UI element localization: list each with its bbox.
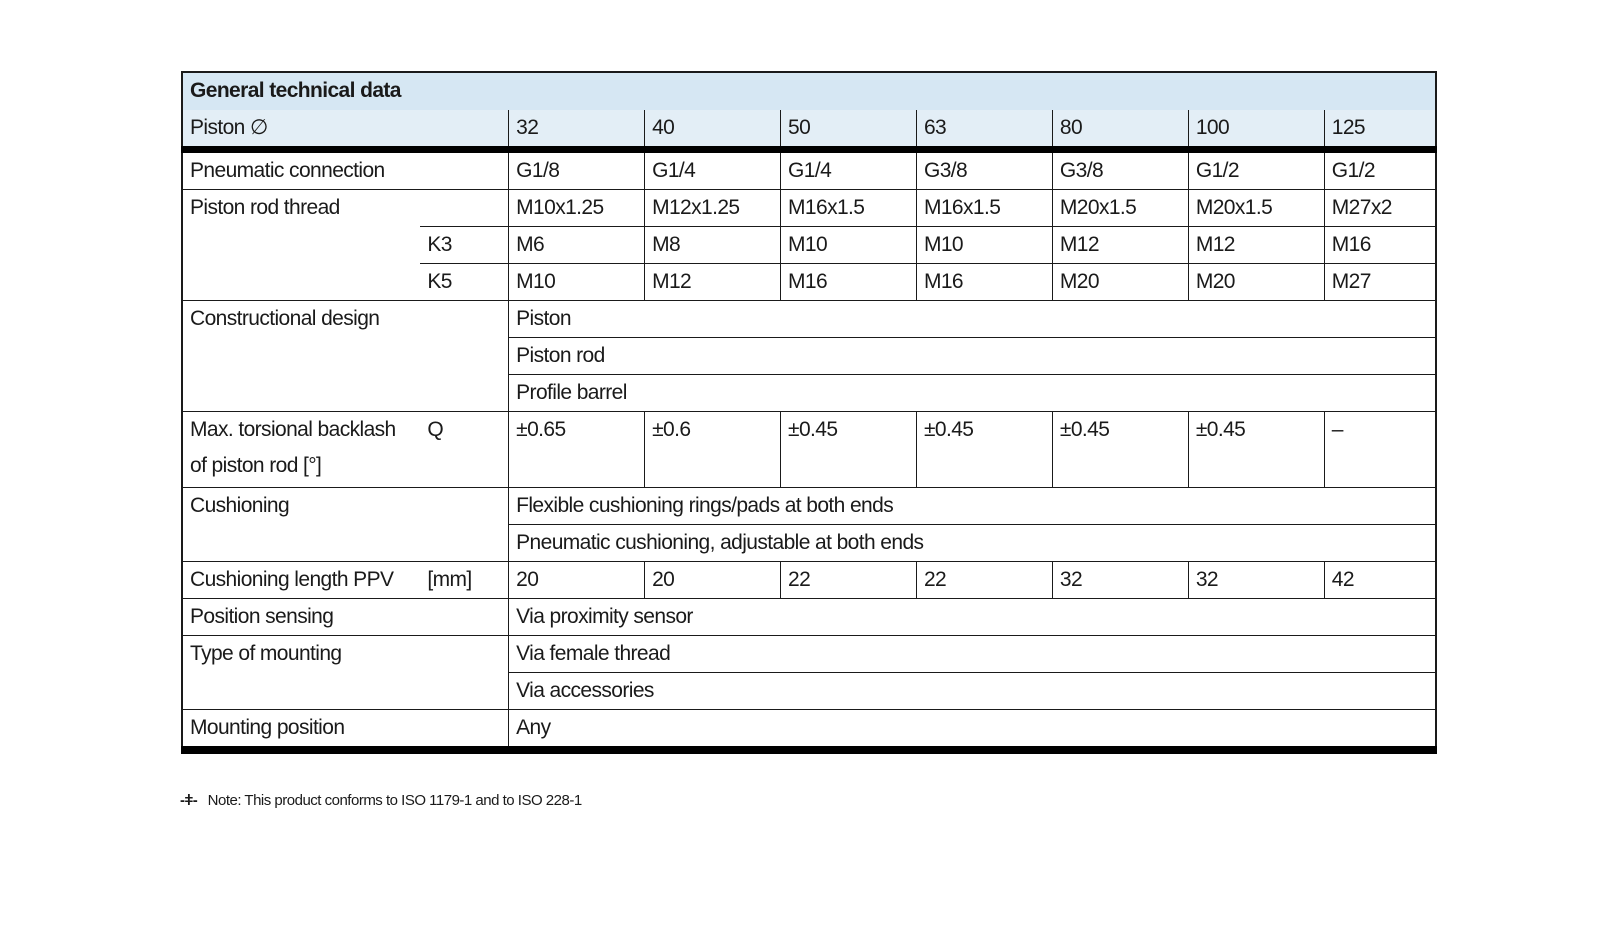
table-cell: 32 [1188, 562, 1324, 599]
table-cell: Piston rod [509, 338, 1436, 375]
table-cell: M12x1.25 [645, 190, 781, 227]
table-row [182, 488, 1436, 525]
table-cell: M10 [781, 227, 917, 264]
table-cell: M10x1.25 [509, 190, 645, 227]
table-cell: ±0.45 [1188, 412, 1324, 488]
table-cell: 22 [916, 562, 1052, 599]
table-cell: Via proximity sensor [509, 599, 1436, 636]
table-cell: Any [509, 710, 1436, 751]
table-cell: Via female thread [509, 636, 1436, 673]
row-label-line: of piston rod [°] [190, 454, 322, 477]
table-cell: M20 [1188, 264, 1324, 301]
row-sublabel: K5 [420, 264, 508, 301]
table-row [182, 412, 1436, 488]
table-row [182, 264, 1436, 301]
row-label: Position sensing [182, 599, 509, 636]
table-cell: 20 [509, 562, 645, 599]
size-cell: 50 [781, 110, 917, 150]
table-cell: G1/2 [1324, 150, 1436, 190]
size-cell: 32 [509, 110, 645, 150]
table-row [182, 338, 1436, 375]
table-cell: 22 [781, 562, 917, 599]
footnote [180, 792, 582, 809]
table-cell: M20 [1052, 264, 1188, 301]
table-row [182, 562, 1436, 599]
row-label [182, 673, 509, 710]
table-cell: G1/2 [1188, 150, 1324, 190]
table-cell: M27 [1324, 264, 1436, 301]
table-cell: M12 [1188, 227, 1324, 264]
table-row [182, 710, 1436, 751]
table-cell: Pneumatic cushioning, adjustable at both ends [509, 525, 1436, 562]
row-label [182, 375, 509, 412]
table-cell: M16x1.5 [781, 190, 917, 227]
piston-size-header-row [182, 110, 1436, 150]
table-cell: ±0.45 [916, 412, 1052, 488]
row-label [182, 412, 420, 488]
note-icon: -ǂ- [180, 792, 198, 809]
table-row [182, 636, 1436, 673]
row-label [182, 338, 509, 375]
table-row [182, 525, 1436, 562]
piston-diameter-label: Piston ∅ [182, 110, 509, 150]
table-cell: – [1324, 412, 1436, 488]
footnote-text: Note: This product conforms to ISO 1179-1 and to ISO 228-1 [207, 792, 582, 809]
row-label: Cushioning length PPV [182, 562, 420, 599]
table-cell: M8 [645, 227, 781, 264]
table-cell: G3/8 [1052, 150, 1188, 190]
row-label [182, 264, 420, 301]
size-cell: 40 [645, 110, 781, 150]
table-cell: M10 [916, 227, 1052, 264]
row-label [182, 525, 509, 562]
table-cell: M12 [645, 264, 781, 301]
table-cell: M10 [509, 264, 645, 301]
table-cell: G1/4 [645, 150, 781, 190]
table-cell: G1/8 [509, 150, 645, 190]
table-cell: G3/8 [916, 150, 1052, 190]
technical-data-table [181, 71, 1437, 754]
row-label: Cushioning [182, 488, 509, 525]
table-cell: M27x2 [1324, 190, 1436, 227]
table-cell: ±0.6 [645, 412, 781, 488]
table-row [182, 673, 1436, 710]
table-title-row [182, 72, 1436, 110]
row-sublabel: Q [420, 412, 508, 488]
table-cell: ±0.45 [1052, 412, 1188, 488]
table-cell: Flexible cushioning rings/pads at both ends [509, 488, 1436, 525]
table-cell: Profile barrel [509, 375, 1436, 412]
table-cell: M16x1.5 [916, 190, 1052, 227]
row-sublabel: K3 [420, 227, 508, 264]
table-cell: M20x1.5 [1052, 190, 1188, 227]
table-cell: 32 [1052, 562, 1188, 599]
table-title: General technical data [182, 72, 1436, 110]
table-row [182, 150, 1436, 190]
row-label [182, 227, 420, 264]
table-cell: M6 [509, 227, 645, 264]
table-cell: ±0.45 [781, 412, 917, 488]
row-sublabel [420, 190, 508, 227]
row-label: Piston rod thread [182, 190, 420, 227]
size-cell: 63 [916, 110, 1052, 150]
table-cell: M16 [781, 264, 917, 301]
table-cell: M16 [916, 264, 1052, 301]
row-label-line: Max. torsional backlash [190, 418, 396, 441]
table-row [182, 375, 1436, 412]
table-cell: Piston [509, 301, 1436, 338]
table-cell: Via accessories [509, 673, 1436, 710]
table-row [182, 190, 1436, 227]
row-sublabel: [mm] [420, 562, 508, 599]
table-cell: 42 [1324, 562, 1436, 599]
size-cell: 80 [1052, 110, 1188, 150]
size-cell: 100 [1188, 110, 1324, 150]
table-cell: M20x1.5 [1188, 190, 1324, 227]
table-row [182, 301, 1436, 338]
row-label: Constructional design [182, 301, 509, 338]
table-cell: 20 [645, 562, 781, 599]
table-row [182, 227, 1436, 264]
size-cell: 125 [1324, 110, 1436, 150]
table-row [182, 599, 1436, 636]
table-cell: ±0.65 [509, 412, 645, 488]
table-cell: G1/4 [781, 150, 917, 190]
row-label: Type of mounting [182, 636, 509, 673]
table-cell: M12 [1052, 227, 1188, 264]
row-label: Pneumatic connection [182, 150, 509, 190]
table-cell: M16 [1324, 227, 1436, 264]
row-label: Mounting position [182, 710, 509, 751]
